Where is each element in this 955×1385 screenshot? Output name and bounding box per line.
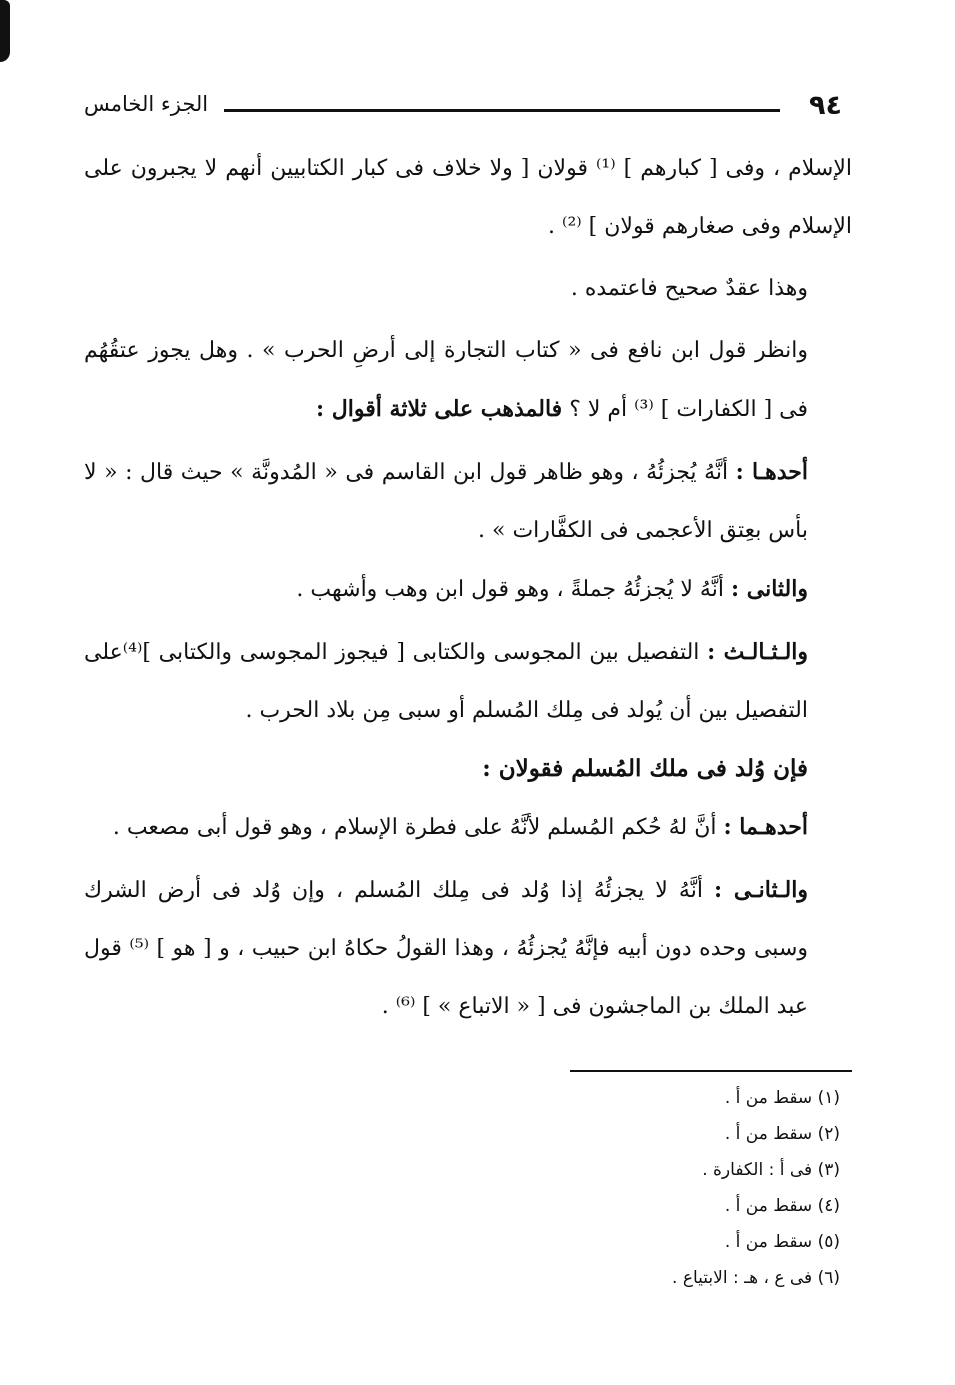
footnote-3: (٣) فى أ : الكفارة .: [702, 1160, 840, 1180]
paragraph-1: الإسلام ، وفى [ كبارهم ] ⁽¹⁾ قولان [ ولا خلاف فى كبار الكتابيين أنهم لا يجبرون على الإسلام وفى صغارهم قولان ] ⁽²⁾ .: [84, 156, 853, 239]
paragraph-9-lead: والـثانـى :: [714, 877, 808, 903]
paragraph-2: وهذا عقدٌ صحيح فاعتمده .: [570, 276, 808, 301]
paragraph-8: [84, 798, 852, 857]
paragraph-4-lead: أحدهـا :: [735, 459, 808, 485]
paragraph-5-lead: والثانى :: [730, 576, 808, 602]
paragraph-4: [84, 443, 852, 560]
paragraph-4-text: أنَّهُ يُجزئُهُ ، وهو ظاهر قول ابن القاسم فى « المُدونَّة » حيث قال : « لا بأس بعِتق الأعجمى فى الكفَّارات » .: [84, 460, 808, 543]
paragraph-6-lead: والـثـالـث :: [707, 639, 809, 665]
footnote-6: (٦) فى ع ، هـ : الابتياع .: [672, 1268, 840, 1288]
paragraph-3-bold: فالمذهب على ثلاثة أقوال :: [316, 396, 563, 422]
footnote-1: (١) سقط من أ .: [724, 1088, 840, 1108]
paragraph-9: [84, 861, 852, 1036]
main-text: [84, 140, 852, 1036]
footnotes: [480, 1080, 840, 1296]
subheading: فإن وُلد فى ملك المُسلم فقولان :: [482, 755, 808, 782]
running-header: [84, 90, 852, 126]
footnote-2: (٢) سقط من أ .: [724, 1124, 840, 1144]
paragraph-6-text: التفصيل بين المجوسى والكتابى [ فيجوز المجوسى والكتابى ]⁽⁴⁾على التفصيل بين أن يُولد فى مِلك المُسلم أو سبى مِن بلاد الحرب .: [84, 640, 808, 723]
paragraph-5: [84, 560, 852, 619]
paragraph-5-text: أنَّهُ لا يُجزئُهُ جملةً ، وهو قول ابن وهب وأشهب .: [296, 577, 724, 602]
header-rule: [224, 109, 780, 112]
paragraph-6: [84, 623, 852, 740]
section-title: الجزء الخامس: [84, 92, 209, 116]
footnote-4: (٤) سقط من أ .: [724, 1196, 840, 1216]
scan-edge-mark: [0, 0, 10, 62]
paragraph-8-text: أنَّ لهُ حُكم المُسلم لأنَّهُ على فطرة الإسلام ، وهو قول أبى مصعب .: [112, 815, 717, 840]
footnote-rule: [570, 1070, 852, 1072]
paragraph-3: [84, 322, 852, 439]
paragraph-8-lead: أحدهـما :: [723, 814, 808, 840]
paragraph-9-text: أنَّهُ لا يجزئُهُ إذا وُلد فى مِلك المُسلم ، وإن وُلد فى أرض الشرك وسبى وحده دون أبيه فإنَّهُ يُجزئُهُ ، وهذا القولُ حكاهُ ابن حبيب ، و [ هو ] ⁽⁵⁾ قول عبد الملك بن الماجشون فى [ « الاتباع » ] ⁽⁶⁾ .: [84, 878, 808, 1019]
page-number: ٩٤: [809, 90, 842, 121]
paragraph-3-text: وانظر قول ابن نافع فى « كتاب التجارة إلى أرضِ الحرب » . وهل يجوز عتقُهُم فى [ الكفارات ] ⁽³⁾ أم لا ؟: [84, 338, 808, 422]
footnote-5: (٥) سقط من أ .: [724, 1232, 840, 1252]
